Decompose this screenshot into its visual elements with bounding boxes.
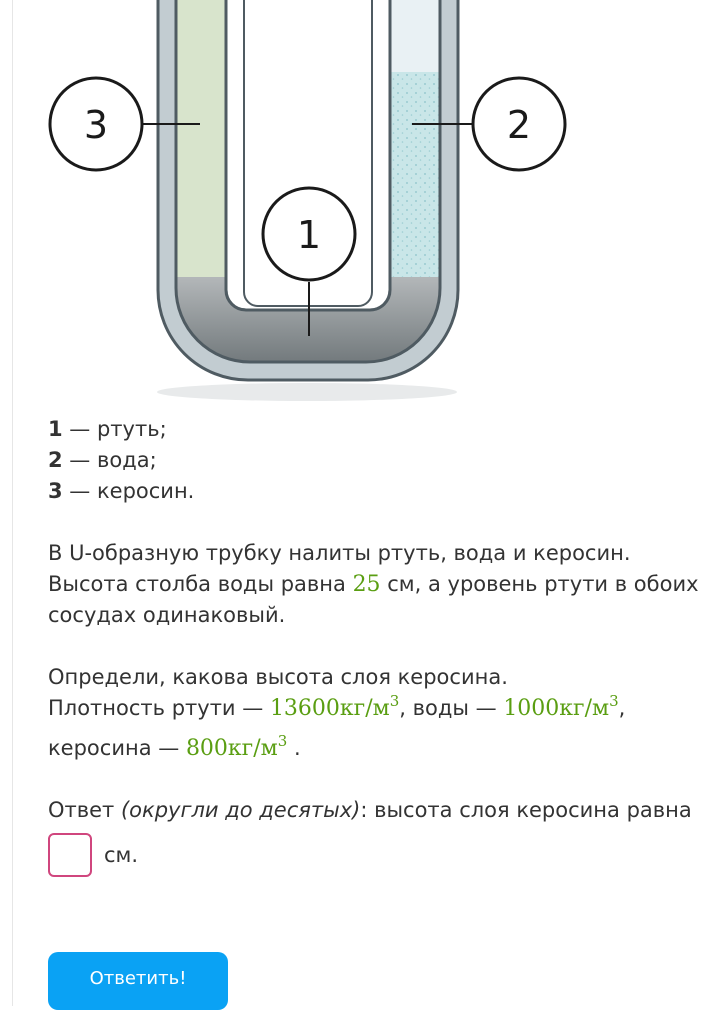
answer-hint: (округли до десятых) — [120, 798, 361, 822]
submit-button[interactable]: Ответить! — [48, 952, 228, 1010]
kerosene-prefix: керосина — — [48, 736, 186, 760]
kerosene-density: 800кг/м — [185, 736, 278, 761]
problem-content — [48, 414, 720, 880]
answer-row — [48, 830, 720, 880]
problem-line-3: сосудах одинаковый. — [48, 603, 286, 627]
legend-text: — керосин. — [62, 479, 195, 503]
legend-number: 3 — [48, 479, 63, 503]
legend-text: — ртуть; — [62, 417, 167, 441]
answer-prompt — [48, 795, 720, 826]
label-1-text: 1 — [296, 213, 322, 257]
answer-suffix: : высота слоя керосина равна — [360, 798, 692, 822]
answer-prefix: Ответ — [48, 798, 121, 822]
legend-item-mercury — [48, 414, 720, 445]
legend-item-water — [48, 445, 720, 476]
exponent: 3 — [389, 692, 400, 710]
legend-number: 2 — [48, 448, 63, 472]
label-2-text: 2 — [506, 103, 532, 147]
u-tube-diagram — [0, 0, 720, 410]
water-density: 1000кг/м — [503, 696, 610, 721]
water-prefix: , воды — — [399, 696, 504, 720]
task-line: Определи, какова высота слоя керосина. — [48, 665, 508, 689]
legend-item-kerosene — [48, 476, 720, 507]
exponent: 3 — [609, 692, 619, 710]
tube-shadow — [157, 383, 457, 401]
problem-line-2 — [48, 569, 720, 600]
period: . — [293, 736, 301, 760]
problem-text: Высота столба воды равна — [48, 572, 353, 596]
problem-line-1: В U-образную трубку налиты ртуть, вода и керосин. — [48, 541, 631, 565]
exponent: 3 — [277, 732, 288, 750]
density-prefix: Плотность ртути — — [48, 696, 270, 720]
kerosene-column — [176, 0, 226, 277]
legend-number: 1 — [48, 417, 63, 441]
density-line-1 — [48, 693, 720, 724]
density-line-2 — [48, 733, 720, 764]
problem-text: см, а уровень ртути в обоих — [380, 572, 699, 596]
right-air — [390, 0, 440, 72]
water-column — [390, 72, 440, 277]
comma: , — [618, 696, 626, 720]
legend-text: — вода; — [62, 448, 157, 472]
water-height-value: 25 — [352, 572, 381, 597]
mercury-density: 13600кг/м — [269, 696, 390, 721]
label-3-text: 3 — [83, 103, 109, 147]
answer-input[interactable] — [48, 833, 92, 877]
answer-unit: см. — [104, 843, 139, 867]
